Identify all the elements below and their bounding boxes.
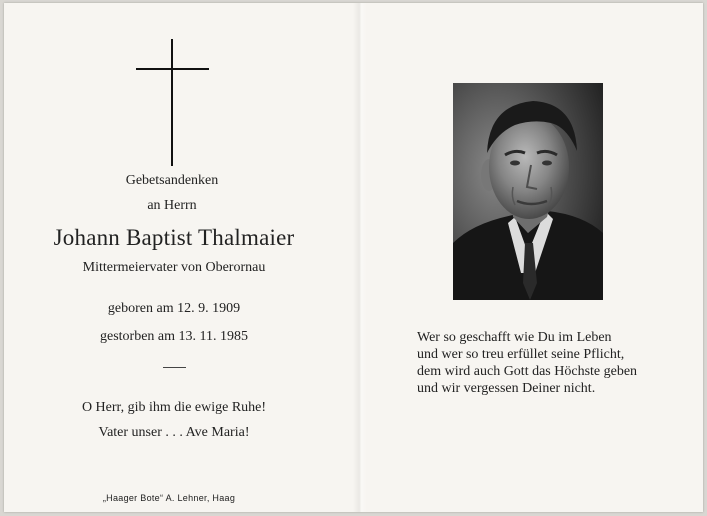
printer-credit: „Haager Bote“ A. Lehner, Haag	[102, 493, 236, 503]
divider	[163, 367, 186, 368]
poem-line-1: Wer so geschafft wie Du im Leben	[417, 330, 612, 345]
birth-date: geboren am 12. 9. 1909	[107, 301, 241, 316]
deceased-name: Johann Baptist Thalmaier	[53, 225, 295, 250]
card-fold	[353, 3, 367, 512]
poem-line-3: dem wird auch Gott das Höchste geben	[417, 364, 638, 379]
poem-line-2: und wer so treu erfüllet seine Pflicht,	[417, 347, 625, 362]
memorial-card	[4, 3, 703, 512]
occupation: Mittermeiervater von Oberornau	[82, 260, 266, 275]
heading: Gebetsandenken	[125, 173, 219, 188]
subheading: an Herrn	[147, 198, 197, 213]
portrait-photo	[453, 83, 603, 300]
prayer-line-1: O Herr, gib ihm die ewige Ruhe!	[81, 400, 267, 415]
death-date: gestorben am 13. 11. 1985	[99, 329, 248, 344]
prayer-line-2: Vater unser . . . Ave Maria!	[98, 425, 250, 440]
poem-line-4: und wir vergessen Deiner nicht.	[417, 381, 596, 396]
memorial-poem	[417, 329, 697, 397]
